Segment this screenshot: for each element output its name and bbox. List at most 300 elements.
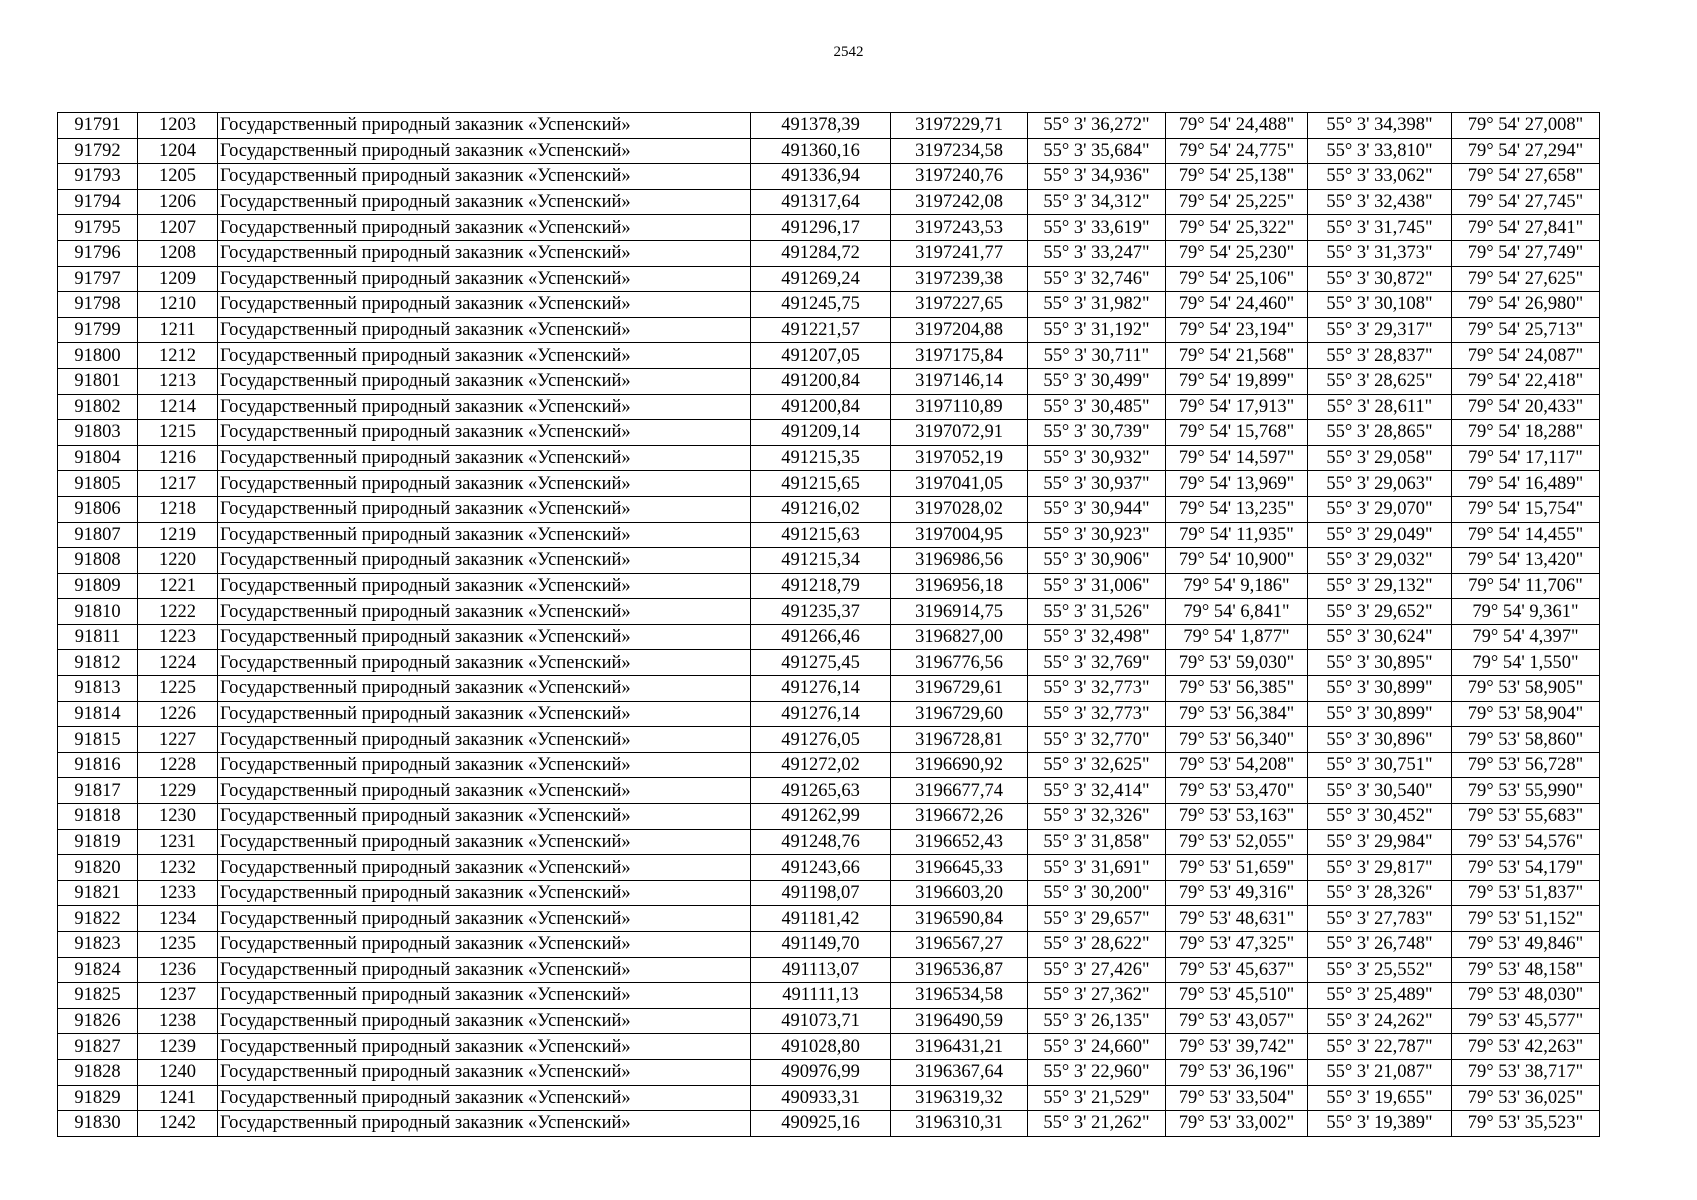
cell-id: 91825 [58,983,138,1009]
cell-lat-2: 55° 3' 28,625" [1308,368,1452,394]
table-row [58,113,1600,139]
cell-lat-2: 55° 3' 30,751" [1308,752,1452,778]
cell-lon-1: 79° 53' 48,631" [1166,906,1308,932]
cell-name: Государственный природный заказник «Успенский» [218,548,751,574]
cell-lon-1: 79° 53' 53,163" [1166,804,1308,830]
cell-name: Государственный природный заказник «Успенский» [218,317,751,343]
cell-name: Государственный природный заказник «Успенский» [218,420,751,446]
cell-id: 91818 [58,804,138,830]
cell-lon-1: 79° 54' 24,488" [1166,113,1308,139]
cell-x: 490933,31 [751,1085,891,1111]
cell-id: 91798 [58,292,138,318]
cell-name: Государственный природный заказник «Успенский» [218,1034,751,1060]
cell-point-num: 1220 [138,548,218,574]
cell-x: 491276,05 [751,727,891,753]
cell-name: Государственный природный заказник «Успенский» [218,522,751,548]
cell-x: 491284,72 [751,240,891,266]
cell-lat-2: 55° 3' 25,489" [1308,983,1452,1009]
cell-id: 91826 [58,1008,138,1034]
cell-name: Государственный природный заказник «Успенский» [218,496,751,522]
cell-lon-2: 79° 53' 54,576" [1452,829,1600,855]
cell-lat-1: 55° 3' 36,272" [1028,113,1166,139]
cell-lon-2: 79° 54' 20,433" [1452,394,1600,420]
cell-lat-1: 55° 3' 28,622" [1028,932,1166,958]
cell-name: Государственный природный заказник «Успенский» [218,599,751,625]
table-row [58,573,1600,599]
table-row [58,650,1600,676]
cell-lon-2: 79° 53' 48,030" [1452,983,1600,1009]
cell-lon-1: 79° 53' 59,030" [1166,650,1308,676]
cell-x: 491276,14 [751,676,891,702]
cell-point-num: 1206 [138,189,218,215]
cell-lon-2: 79° 53' 55,683" [1452,804,1600,830]
cell-x: 491028,80 [751,1034,891,1060]
cell-lon-1: 79° 54' 25,138" [1166,164,1308,190]
table-row [58,880,1600,906]
cell-lat-2: 55° 3' 25,552" [1308,957,1452,983]
cell-point-num: 1218 [138,496,218,522]
cell-x: 491209,14 [751,420,891,446]
cell-point-num: 1203 [138,113,218,139]
cell-lat-2: 55° 3' 29,817" [1308,855,1452,881]
cell-y: 3197241,77 [891,240,1028,266]
cell-name: Государственный природный заказник «Успенский» [218,701,751,727]
cell-lon-2: 79° 53' 54,179" [1452,855,1600,881]
cell-point-num: 1234 [138,906,218,932]
cell-lon-1: 79° 54' 21,568" [1166,343,1308,369]
cell-point-num: 1227 [138,727,218,753]
cell-lon-2: 79° 54' 17,117" [1452,445,1600,471]
cell-id: 91805 [58,471,138,497]
cell-lon-1: 79° 53' 43,057" [1166,1008,1308,1034]
cell-id: 91806 [58,496,138,522]
cell-lat-1: 55° 3' 30,711" [1028,343,1166,369]
table-row [58,496,1600,522]
cell-x: 491317,64 [751,189,891,215]
table-row [58,804,1600,830]
cell-point-num: 1241 [138,1085,218,1111]
cell-id: 91799 [58,317,138,343]
cell-y: 3197204,88 [891,317,1028,343]
cell-id: 91810 [58,599,138,625]
cell-point-num: 1225 [138,676,218,702]
cell-lat-2: 55° 3' 21,087" [1308,1059,1452,1085]
cell-lon-1: 79° 53' 56,385" [1166,676,1308,702]
cell-id: 91791 [58,113,138,139]
cell-lon-2: 79° 53' 51,152" [1452,906,1600,932]
cell-y: 3196729,60 [891,701,1028,727]
cell-lon-1: 79° 53' 56,384" [1166,701,1308,727]
table-row [58,1059,1600,1085]
cell-lat-1: 55° 3' 31,526" [1028,599,1166,625]
cell-y: 3197052,19 [891,445,1028,471]
cell-lat-1: 55° 3' 26,135" [1028,1008,1166,1034]
cell-name: Государственный природный заказник «Успенский» [218,164,751,190]
cell-lon-2: 79° 54' 27,841" [1452,215,1600,241]
cell-x: 491276,14 [751,701,891,727]
cell-y: 3197242,08 [891,189,1028,215]
cell-lon-2: 79° 54' 16,489" [1452,471,1600,497]
cell-lat-1: 55° 3' 32,770" [1028,727,1166,753]
cell-point-num: 1210 [138,292,218,318]
page-number: 2542 [833,44,864,60]
table-row [58,548,1600,574]
cell-lon-2: 79° 54' 13,420" [1452,548,1600,574]
cell-id: 91829 [58,1085,138,1111]
cell-lat-2: 55° 3' 19,655" [1308,1085,1452,1111]
cell-lat-1: 55° 3' 33,619" [1028,215,1166,241]
table-row [58,266,1600,292]
cell-y: 3196567,27 [891,932,1028,958]
cell-point-num: 1205 [138,164,218,190]
cell-lon-1: 79° 53' 56,340" [1166,727,1308,753]
cell-lon-1: 79° 54' 15,768" [1166,420,1308,446]
cell-x: 491198,07 [751,880,891,906]
cell-x: 491296,17 [751,215,891,241]
cell-lat-1: 55° 3' 30,200" [1028,880,1166,906]
table-row [58,215,1600,241]
cell-x: 491269,24 [751,266,891,292]
table-row [58,1034,1600,1060]
cell-lon-1: 79° 54' 14,597" [1166,445,1308,471]
cell-id: 91820 [58,855,138,881]
cell-point-num: 1212 [138,343,218,369]
cell-y: 3197110,89 [891,394,1028,420]
cell-id: 91804 [58,445,138,471]
cell-lat-2: 55° 3' 29,652" [1308,599,1452,625]
cell-lat-2: 55° 3' 30,896" [1308,727,1452,753]
cell-lon-1: 79° 53' 53,470" [1166,778,1308,804]
cell-point-num: 1235 [138,932,218,958]
cell-lat-1: 55° 3' 30,932" [1028,445,1166,471]
cell-point-num: 1236 [138,957,218,983]
cell-lat-2: 55° 3' 30,452" [1308,804,1452,830]
cell-id: 91793 [58,164,138,190]
cell-lat-1: 55° 3' 30,499" [1028,368,1166,394]
cell-id: 91802 [58,394,138,420]
table-row [58,138,1600,164]
table-row [58,420,1600,446]
table-row [58,752,1600,778]
cell-lon-2: 79° 54' 22,418" [1452,368,1600,394]
cell-name: Государственный природный заказник «Успенский» [218,880,751,906]
cell-y: 3196603,20 [891,880,1028,906]
cell-lat-2: 55° 3' 32,438" [1308,189,1452,215]
cell-id: 91807 [58,522,138,548]
cell-lat-1: 55° 3' 30,944" [1028,496,1166,522]
cell-point-num: 1208 [138,240,218,266]
cell-lon-1: 79° 54' 1,877" [1166,624,1308,650]
table-row [58,701,1600,727]
cell-lat-1: 55° 3' 35,684" [1028,138,1166,164]
cell-lat-1: 55° 3' 32,414" [1028,778,1166,804]
cell-lon-2: 79° 54' 25,713" [1452,317,1600,343]
cell-lon-1: 79° 54' 9,186" [1166,573,1308,599]
cell-lon-2: 79° 53' 42,263" [1452,1034,1600,1060]
cell-id: 91814 [58,701,138,727]
cell-lon-2: 79° 54' 11,706" [1452,573,1600,599]
cell-id: 91811 [58,624,138,650]
table-row [58,932,1600,958]
cell-y: 3197240,76 [891,164,1028,190]
cell-x: 491215,65 [751,471,891,497]
cell-lat-1: 55° 3' 22,960" [1028,1059,1166,1085]
cell-lon-1: 79° 53' 49,316" [1166,880,1308,906]
cell-lat-1: 55° 3' 31,691" [1028,855,1166,881]
cell-x: 491248,76 [751,829,891,855]
cell-lon-1: 79° 53' 47,325" [1166,932,1308,958]
cell-lon-1: 79° 54' 13,235" [1166,496,1308,522]
cell-y: 3196728,81 [891,727,1028,753]
cell-x: 491215,35 [751,445,891,471]
cell-lat-2: 55° 3' 24,262" [1308,1008,1452,1034]
cell-lat-1: 55° 3' 34,312" [1028,189,1166,215]
cell-lat-1: 55° 3' 32,326" [1028,804,1166,830]
cell-y: 3197175,84 [891,343,1028,369]
cell-x: 491275,45 [751,650,891,676]
cell-id: 91828 [58,1059,138,1085]
cell-lon-2: 79° 54' 14,455" [1452,522,1600,548]
table-row [58,624,1600,650]
cell-id: 91803 [58,420,138,446]
cell-lon-1: 79° 54' 25,225" [1166,189,1308,215]
cell-lat-1: 55° 3' 31,982" [1028,292,1166,318]
cell-lon-2: 79° 54' 27,294" [1452,138,1600,164]
cell-lat-2: 55° 3' 33,810" [1308,138,1452,164]
cell-lon-1: 79° 54' 25,322" [1166,215,1308,241]
cell-x: 491272,02 [751,752,891,778]
cell-point-num: 1216 [138,445,218,471]
table-row [58,522,1600,548]
cell-point-num: 1238 [138,1008,218,1034]
cell-lon-2: 79° 53' 38,717" [1452,1059,1600,1085]
cell-name: Государственный природный заказник «Успенский» [218,778,751,804]
cell-lat-1: 55° 3' 34,936" [1028,164,1166,190]
cell-name: Государственный природный заказник «Успенский» [218,855,751,881]
cell-lat-1: 55° 3' 24,660" [1028,1034,1166,1060]
cell-lat-1: 55° 3' 30,923" [1028,522,1166,548]
cell-x: 491360,16 [751,138,891,164]
table-row [58,778,1600,804]
cell-x: 491235,37 [751,599,891,625]
cell-name: Государственный природный заказник «Успенский» [218,343,751,369]
cell-lat-1: 55° 3' 30,906" [1028,548,1166,574]
cell-name: Государственный природный заказник «Успенский» [218,1059,751,1085]
table-row [58,292,1600,318]
cell-lat-1: 55° 3' 21,262" [1028,1111,1166,1137]
cell-name: Государственный природный заказник «Успенский» [218,368,751,394]
cell-lon-1: 79° 54' 23,194" [1166,317,1308,343]
cell-lat-2: 55° 3' 26,748" [1308,932,1452,958]
cell-name: Государственный природный заказник «Успенский» [218,445,751,471]
cell-name: Государственный природный заказник «Успенский» [218,215,751,241]
cell-x: 491111,13 [751,983,891,1009]
cell-id: 91812 [58,650,138,676]
cell-y: 3197146,14 [891,368,1028,394]
cell-lon-1: 79° 54' 17,913" [1166,394,1308,420]
cell-lat-2: 55° 3' 34,398" [1308,113,1452,139]
cell-x: 491200,84 [751,368,891,394]
cell-lon-1: 79° 54' 13,969" [1166,471,1308,497]
cell-lat-1: 55° 3' 32,769" [1028,650,1166,676]
cell-x: 491243,66 [751,855,891,881]
cell-name: Государственный природный заказник «Успенский» [218,752,751,778]
cell-point-num: 1209 [138,266,218,292]
cell-lon-2: 79° 53' 58,905" [1452,676,1600,702]
cell-lon-1: 79° 53' 39,742" [1166,1034,1308,1060]
cell-lat-1: 55° 3' 32,498" [1028,624,1166,650]
cell-point-num: 1226 [138,701,218,727]
table-row [58,1008,1600,1034]
cell-name: Государственный природный заказник «Успенский» [218,804,751,830]
cell-name: Государственный природный заказник «Успенский» [218,983,751,1009]
cell-point-num: 1222 [138,599,218,625]
cell-id: 91800 [58,343,138,369]
cell-point-num: 1219 [138,522,218,548]
cell-lat-1: 55° 3' 30,937" [1028,471,1166,497]
cell-point-num: 1240 [138,1059,218,1085]
cell-lon-1: 79° 53' 45,637" [1166,957,1308,983]
cell-x: 491200,84 [751,394,891,420]
cell-y: 3196534,58 [891,983,1028,1009]
cell-point-num: 1224 [138,650,218,676]
cell-lat-1: 55° 3' 31,006" [1028,573,1166,599]
cell-lat-1: 55° 3' 29,657" [1028,906,1166,932]
cell-x: 491221,57 [751,317,891,343]
cell-y: 3196490,59 [891,1008,1028,1034]
cell-point-num: 1214 [138,394,218,420]
cell-x: 491245,75 [751,292,891,318]
table-row [58,343,1600,369]
table-row [58,164,1600,190]
cell-id: 91827 [58,1034,138,1060]
cell-point-num: 1231 [138,829,218,855]
cell-name: Государственный природный заказник «Успенский» [218,1085,751,1111]
cell-point-num: 1223 [138,624,218,650]
cell-point-num: 1229 [138,778,218,804]
cell-lat-2: 55° 3' 30,899" [1308,676,1452,702]
cell-y: 3196319,32 [891,1085,1028,1111]
cell-lat-1: 55° 3' 21,529" [1028,1085,1166,1111]
cell-x: 490976,99 [751,1059,891,1085]
cell-y: 3196367,64 [891,1059,1028,1085]
cell-lon-2: 79° 54' 4,397" [1452,624,1600,650]
cell-id: 91822 [58,906,138,932]
cell-lat-2: 55° 3' 29,984" [1308,829,1452,855]
cell-lon-1: 79° 54' 11,935" [1166,522,1308,548]
cell-lat-2: 55° 3' 30,108" [1308,292,1452,318]
table-row [58,1111,1600,1137]
cell-lon-2: 79° 54' 9,361" [1452,599,1600,625]
cell-point-num: 1228 [138,752,218,778]
cell-lat-2: 55° 3' 29,132" [1308,573,1452,599]
cell-point-num: 1217 [138,471,218,497]
cell-x: 491378,39 [751,113,891,139]
cell-lat-2: 55° 3' 29,049" [1308,522,1452,548]
cell-lat-2: 55° 3' 30,895" [1308,650,1452,676]
table-row [58,240,1600,266]
cell-point-num: 1211 [138,317,218,343]
table-row [58,189,1600,215]
table-row [58,727,1600,753]
cell-id: 91792 [58,138,138,164]
cell-point-num: 1207 [138,215,218,241]
cell-name: Государственный природный заказник «Успенский» [218,1111,751,1137]
cell-lat-2: 55° 3' 30,872" [1308,266,1452,292]
table-row [58,368,1600,394]
table-row [58,855,1600,881]
cell-lon-2: 79° 53' 49,846" [1452,932,1600,958]
cell-x: 491216,02 [751,496,891,522]
cell-lon-1: 79° 53' 33,002" [1166,1111,1308,1137]
cell-x: 491073,71 [751,1008,891,1034]
cell-y: 3196986,56 [891,548,1028,574]
table-row [58,599,1600,625]
cell-point-num: 1239 [138,1034,218,1060]
cell-y: 3197227,65 [891,292,1028,318]
cell-y: 3197243,53 [891,215,1028,241]
cell-y: 3197041,05 [891,471,1028,497]
cell-lat-2: 55° 3' 29,058" [1308,445,1452,471]
cell-lon-2: 79° 54' 27,749" [1452,240,1600,266]
table-row [58,445,1600,471]
cell-lon-2: 79° 53' 48,158" [1452,957,1600,983]
cell-id: 91795 [58,215,138,241]
cell-y: 3197004,95 [891,522,1028,548]
cell-name: Государственный природный заказник «Успенский» [218,573,751,599]
cell-lon-2: 79° 54' 27,745" [1452,189,1600,215]
cell-lat-2: 55° 3' 30,899" [1308,701,1452,727]
table-row [58,676,1600,702]
cell-x: 491149,70 [751,932,891,958]
cell-lon-2: 79° 54' 27,008" [1452,113,1600,139]
cell-lat-2: 55° 3' 22,787" [1308,1034,1452,1060]
cell-y: 3197028,02 [891,496,1028,522]
table-row [58,983,1600,1009]
cell-lon-1: 79° 53' 33,504" [1166,1085,1308,1111]
cell-name: Государственный природный заказник «Успенский» [218,394,751,420]
cell-name: Государственный природный заказник «Успенский» [218,471,751,497]
cell-id: 91809 [58,573,138,599]
cell-id: 91816 [58,752,138,778]
cell-y: 3196914,75 [891,599,1028,625]
cell-lat-2: 55° 3' 28,865" [1308,420,1452,446]
cell-id: 91794 [58,189,138,215]
cell-lon-1: 79° 54' 25,106" [1166,266,1308,292]
cell-y: 3196536,87 [891,957,1028,983]
cell-y: 3196827,00 [891,624,1028,650]
cell-lon-1: 79° 54' 24,775" [1166,138,1308,164]
cell-id: 91830 [58,1111,138,1137]
cell-y: 3196729,61 [891,676,1028,702]
cell-lon-2: 79° 53' 45,577" [1452,1008,1600,1034]
table-row [58,394,1600,420]
cell-id: 91808 [58,548,138,574]
cell-lon-2: 79° 54' 24,087" [1452,343,1600,369]
cell-x: 491266,46 [751,624,891,650]
cell-lat-1: 55° 3' 30,739" [1028,420,1166,446]
cell-lat-2: 55° 3' 27,783" [1308,906,1452,932]
coordinates-table-body [58,113,1600,1137]
cell-x: 491218,79 [751,573,891,599]
cell-y: 3196652,43 [891,829,1028,855]
cell-lon-1: 79° 53' 36,196" [1166,1059,1308,1085]
cell-x: 491113,07 [751,957,891,983]
cell-lon-2: 79° 53' 36,025" [1452,1085,1600,1111]
cell-lon-2: 79° 54' 27,658" [1452,164,1600,190]
cell-name: Государственный природный заказник «Успенский» [218,727,751,753]
cell-name: Государственный природный заказник «Успенский» [218,266,751,292]
